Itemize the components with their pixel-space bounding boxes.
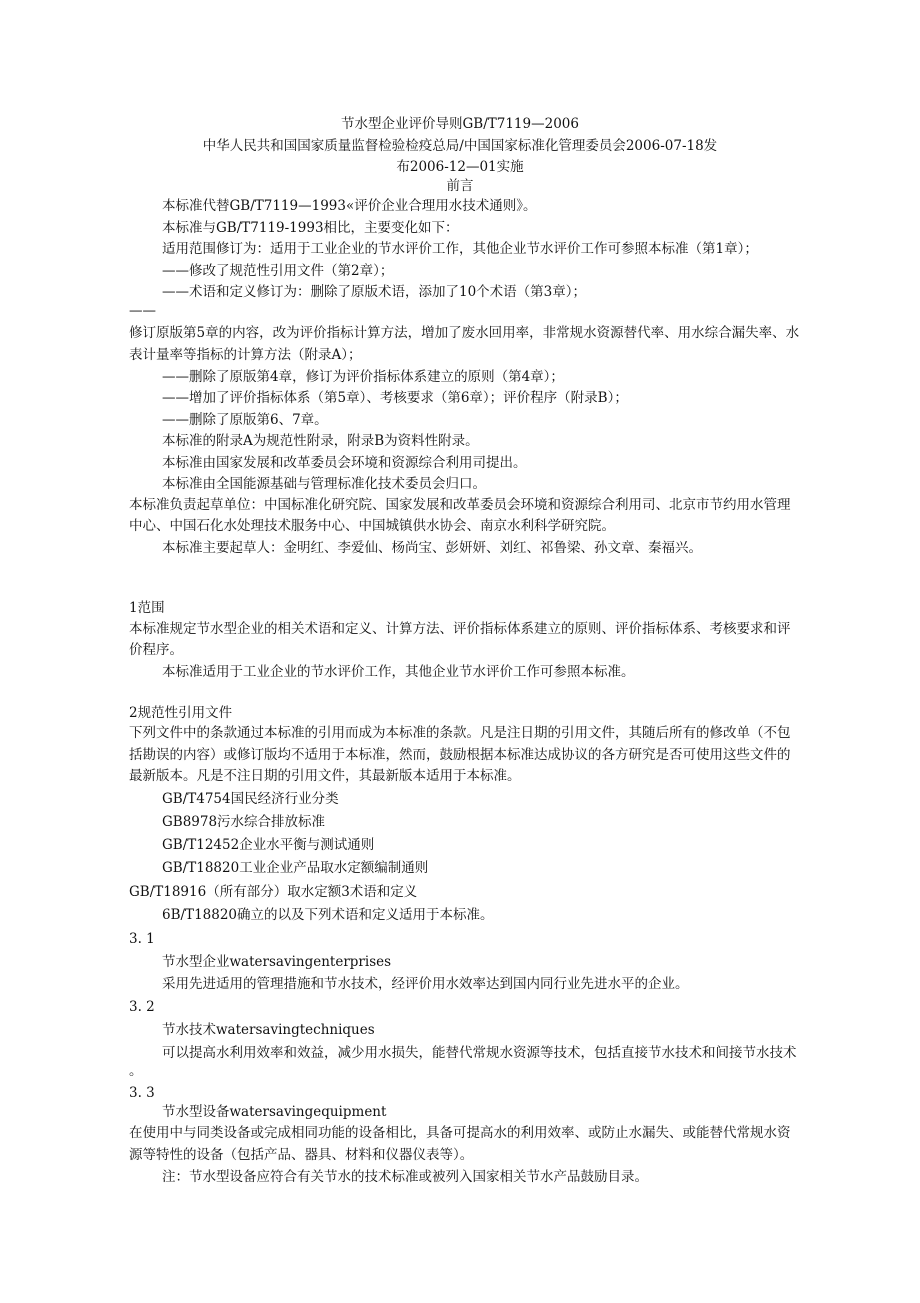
body-line: 本标准适用于工业企业的节水评价工作，其他企业节水评价工作可参照本标准。 (162, 664, 635, 680)
section-heading: 1范围 (129, 600, 165, 616)
term-definition: 可以提高水利用效率和效益，减少用水损失，能替代常规水资源等技术，包括直接节水技术和间接节水技术 (162, 1045, 797, 1061)
foreword-line: 本标准由国家发展和改革委员会环境和资源综合利用司提出。 (162, 455, 527, 471)
body-line: 本标准规定节水型企业的相关术语和定义、计算方法、评价指标体系建立的原则、评价指标体系、考核要求和评 (129, 621, 791, 637)
issuer-line: 中华人民共和国国家质量监督检验检疫总局/中国国家标准化管理委员会2006-07-18发 (202, 138, 718, 154)
reference-item: GB/T18820工业企业产品取水定额编制通则 (162, 860, 429, 876)
foreword-line: 适用范围修订为：适用于工业企业的节水评价工作，其他企业节水评价工作可参照本标准（第1章）； (162, 241, 758, 257)
foreword-line: 表计量率等指标的计算方法（附录A）； (129, 347, 362, 363)
term-name: 节水技术watersavingtechniques (162, 1022, 375, 1038)
foreword-line: 本标准由全国能源基础与管理标准化技术委员会归口。 (162, 476, 486, 492)
foreword-line: 本标准主要起草人：金明红、李爱仙、杨尚宝、彭妍妍、刘红、祁鲁梁、孙文章、秦福兴。 (162, 540, 702, 556)
term-definition: 在使用中与同类设备或完成相同功能的设备相比，具备可提高水的利用效率、或防止水漏失、或能替代常规水资 (129, 1125, 791, 1141)
body-line: 最新版本。凡是不注日期的引用文件，其最新版本适用于本标准。 (129, 768, 521, 784)
body-line: 价程序。 (129, 642, 183, 658)
term-definition: 采用先进适用的管理措施和节水技术，经评价用水效率达到国内同行业先进水平的企业。 (162, 976, 689, 992)
body-line: 下列文件中的条款通过本标准的引用而成为本标准的条款。凡是注日期的引用文件，其随后所有的修改单（不包 (129, 725, 791, 741)
term-number: 3. 2 (129, 999, 155, 1015)
foreword-line: 修订原版第5章的内容，改为评价指标计算方法，增加了废水回用率，非常规水资源替代率、用水综合漏失率、水 (129, 325, 800, 341)
foreword-heading: 前言 (446, 178, 474, 194)
section-heading: 2规范性引用文件 (129, 705, 233, 721)
term-number: 3. 3 (129, 1085, 155, 1101)
term-name: 节水型企业watersavingenterprises (162, 954, 392, 970)
foreword-line: ——修改了规范性引用文件（第2章）； (162, 263, 394, 279)
foreword-line: ——术语和定义修订为：删除了原版术语，添加了10个术语（第3章）； (162, 284, 587, 300)
term-note: 注：节水型设备应符合有关节水的技术标准或被列入国家相关节水产品鼓励目录。 (162, 1169, 648, 1185)
reference-item: GB/T12452企业水平衡与测试通则 (162, 837, 375, 853)
reference-item: GB8978污水综合排放标准 (162, 814, 326, 830)
foreword-line: 本标准的附录A为规范性附录，附录B为资料性附录。 (162, 433, 479, 449)
document-title: 节水型企业评价导则GB/T7119—2006 (341, 116, 579, 132)
foreword-line: 本标准代替GB/T7119—1993«评价企业合理用水技术通则》。 (162, 198, 537, 214)
term-definition: 。 (129, 1063, 143, 1079)
foreword-line: 本标准负责起草单位：中国标准化研究院、国家发展和改革委员会环境和资源综合利用司、北京市节约用水管理 (129, 497, 791, 513)
foreword-line: 中心、中国石化水处理技术服务中心、中国城镇供水协会、南京水利科学研究院。 (129, 518, 615, 534)
foreword-line: ——删除了原版第6、7章。 (162, 412, 328, 428)
foreword-line: —— (129, 303, 156, 319)
reference-item: GB/T4754国民经济行业分类 (162, 791, 339, 807)
term-definition: 源等特性的设备（包括产品、器具、材料和仪器仪表等）。 (129, 1147, 474, 1163)
term-name: 节水型设备watersavingequipment (162, 1104, 387, 1120)
term-number: 3. 1 (129, 931, 155, 947)
body-line: 6B/T18820确立的以及下列术语和定义适用于本标准。 (162, 907, 494, 923)
foreword-line: 本标准与GB/T7119-1993相比，主要变化如下： (162, 220, 459, 236)
body-line: 括勘误的内容）或修订版均不适用于本标准，然而，鼓励根据本标准达成协议的各方研究是否可使用这些文件的 (129, 747, 791, 763)
foreword-line: ——删除了原版第4章，修订为评价指标体系建立的原则（第4章）； (162, 369, 564, 385)
foreword-line: ——增加了评价指标体系（第5章）、考核要求（第6章）；评价程序（附录B）； (162, 390, 628, 406)
reference-item: GB/T18916（所有部分）取水定额3术语和定义 (129, 884, 418, 900)
issuer-line: 布2006-12—01实施 (396, 159, 524, 175)
